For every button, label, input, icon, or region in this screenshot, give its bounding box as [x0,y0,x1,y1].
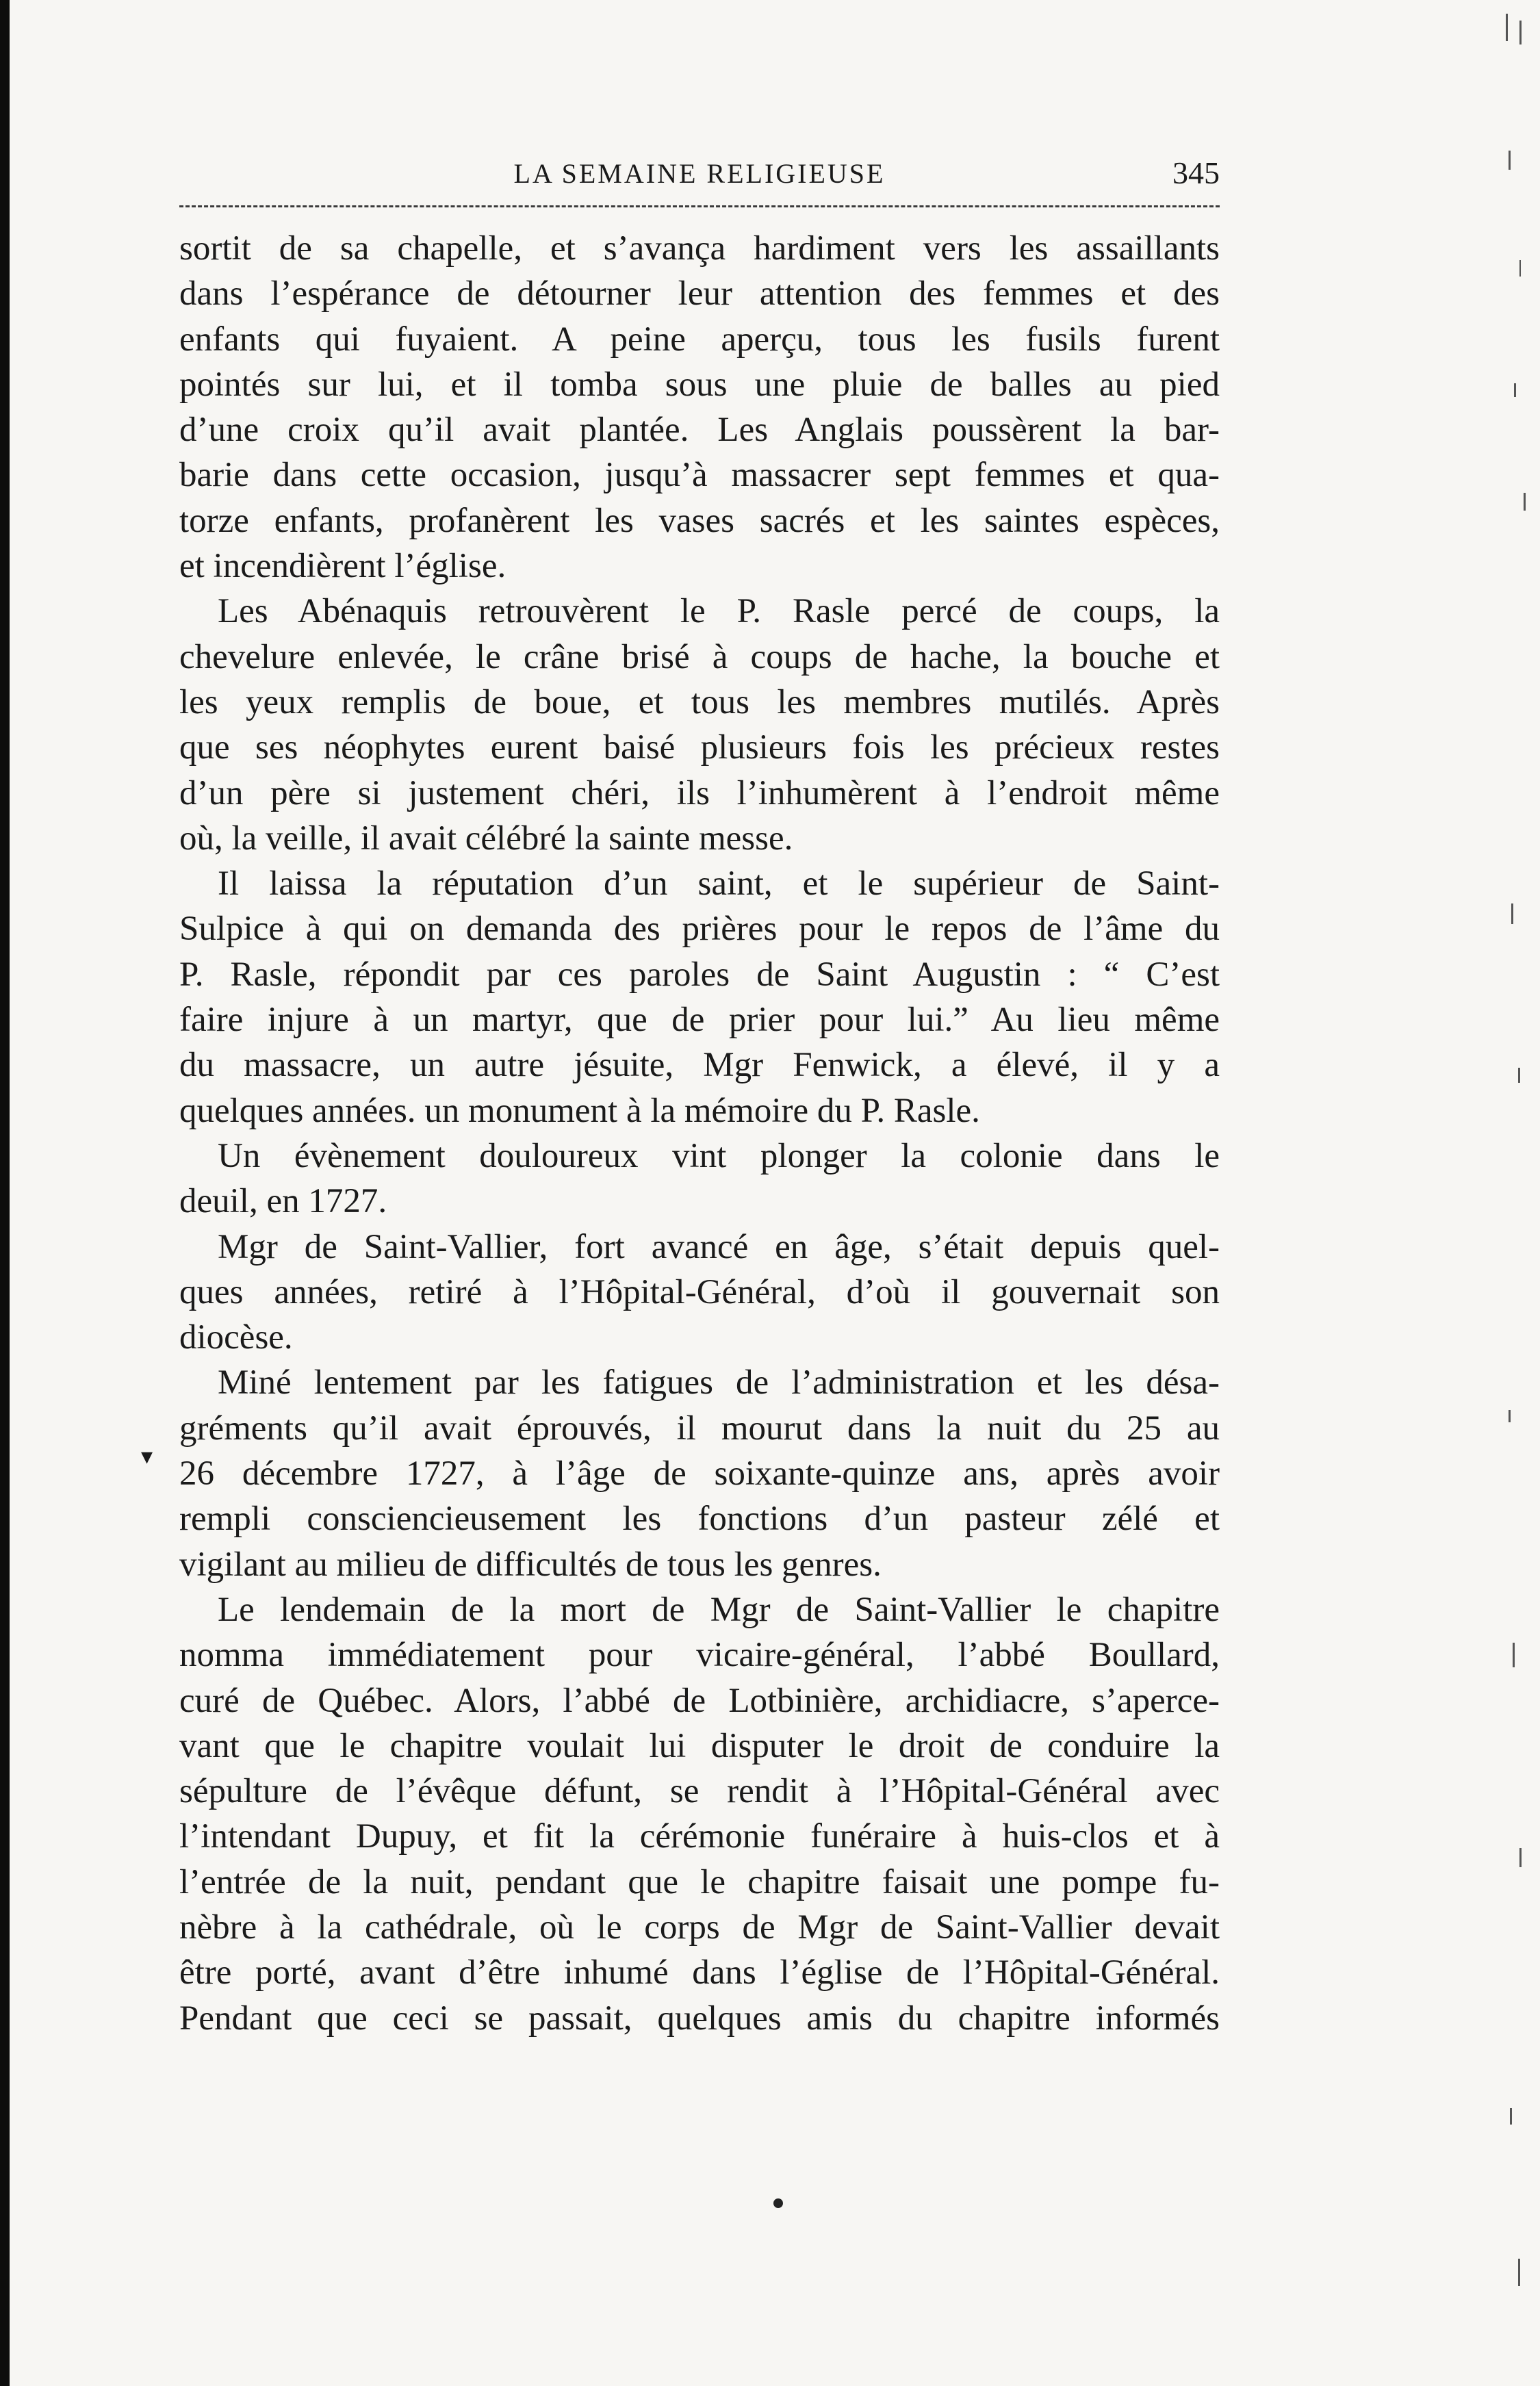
text-line: chevelure enlevée, le crâne brisé à coups de hache, la bouche et [179,637,1220,676]
text-line: Il laissa la réputation d’un saint, et le supérieur de Saint- [218,864,1220,903]
body-text [179,226,1220,2041]
text-line: rempli consciencieusement les fonctions d’un pasteur zélé et [179,1500,1220,1539]
text-line: nèbre à la cathédrale, où le corps de Mgr de Saint-Vallier devait [179,1908,1220,1947]
text-line: les yeux remplis de boue, et tous les membres mutilés. Après [179,682,1220,721]
text-line: que ses néophytes eurent baisé plusieurs fois les précieux restes [179,728,1220,767]
text-line: Les Abénaquis retrouvèrent le P. Rasle percé de coups, la [218,592,1220,631]
text-line: gréments qu’il avait éprouvés, il mourut dans la nuit du 25 au [179,1409,1220,1448]
text-line: barie dans cette occasion, jusqu’à massacrer sept femmes et qua- [179,456,1220,495]
text-line: sortit de sa chapelle, et s’avança hardiment vers les assaillants [179,229,1220,268]
text-line: l’entrée de la nuit, pendant que le chapitre faisait une pompe fu- [179,1862,1220,1901]
text-line: et incendièrent l’église. [179,547,506,586]
running-title: LA SEMAINE RELIGIEUSE [513,158,886,189]
text-line: torze enfants, profanèrent les vases sacrés et les saintes espèces, [179,501,1220,540]
text-line: diocèse. [179,1318,293,1357]
header-rule [179,205,1220,207]
text-line: Sulpice à qui on demanda des prières pour le repos de l’âme du [179,910,1220,949]
text-line: sépulture de l’évêque défunt, se rendit à l’Hôpital-Général avec [179,1772,1220,1811]
margin-specks [1478,0,1540,2386]
text-line: l’intendant Dupuy, et fit la cérémonie funéraire à huis-clos et à [179,1817,1220,1856]
text-line: dans l’espérance de détourner leur attention des femmes et des [179,274,1220,313]
text-line: d’une croix qu’il avait plantée. Les Anglais poussèrent la bar- [179,411,1220,450]
text-line: Miné lentement par les fatigues de l’administration et les désa- [218,1363,1220,1402]
scan-binding-edge [0,0,10,2386]
text-line: d’un père si justement chéri, ils l’inhumèrent à l’endroit même [179,773,1220,812]
text-line: où, la veille, il avait célébré la sainte messe. [179,819,793,858]
text-line: 26 décembre 1727, à l’âge de soixante-quinze ans, après avoir [179,1454,1220,1493]
text-line: enfants qui fuyaient. A peine aperçu, tous les fusils furent [179,320,1220,359]
text-line: vant que le chapitre voulait lui disputer le droit de conduire la [179,1726,1220,1765]
page-header [179,152,1220,193]
text-line: P. Rasle, répondit par ces paroles de Saint Augustin : “ C’est [179,955,1220,994]
text-line: pointés sur lui, et il tomba sous une pluie de balles au pied [179,365,1220,404]
text-line: vigilant au milieu de difficultés de tous les genres. [179,1545,882,1584]
text-line: Un évènement douloureux vint plonger la colonie dans le [218,1136,1220,1175]
text-line: faire injure à un martyr, que de prier pour lui.” Au lieu même [179,1001,1220,1040]
text-line: du massacre, un autre jésuite, Mgr Fenwick, a élevé, il y a [179,1046,1220,1085]
margin-mark: ▾ [141,1444,153,1470]
text-line: deuil, en 1727. [179,1182,387,1221]
text-line: Mgr de Saint-Vallier, fort avancé en âge, s’était depuis quel- [218,1227,1220,1266]
text-line: curé de Québec. Alors, l’abbé de Lotbinière, archidiacre, s’aperce- [179,1681,1220,1720]
page-number: 345 [1172,155,1220,190]
text-line: être porté, avant d’être inhumé dans l’église de l’Hôpital-Général. [179,1953,1220,1992]
text-line: nomma immédiatement pour vicaire-général, l’abbé Boullard, [179,1636,1220,1675]
text-line: ques années, retiré à l’Hôpital-Général, d’où il gouvernait son [179,1272,1220,1311]
text-line: Pendant que ceci se passait, quelques amis du chapitre informés [179,1999,1220,2038]
text-line: quelques années. un monument à la mémoire du P. Rasle. [179,1091,980,1130]
ink-dot [773,2198,783,2208]
text-line: Le lendemain de la mort de Mgr de Saint-Vallier le chapitre [218,1590,1220,1629]
